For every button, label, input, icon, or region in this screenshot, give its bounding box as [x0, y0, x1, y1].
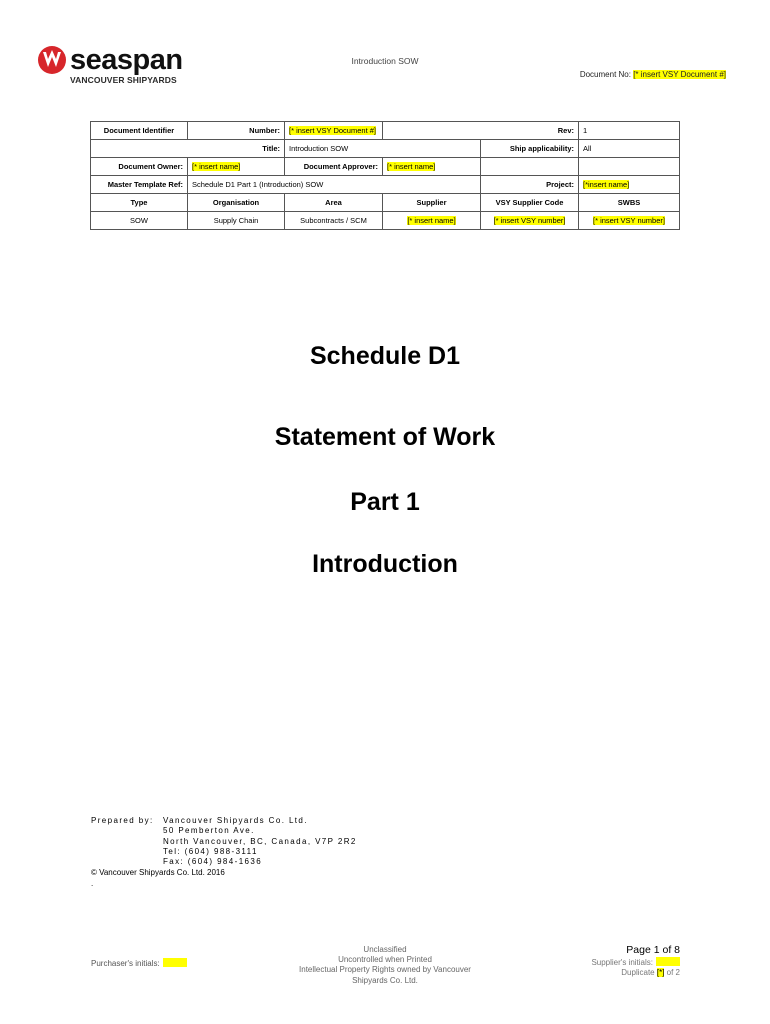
template-label: Master Template Ref:	[91, 176, 188, 194]
duplicate-mark: [*]	[656, 968, 665, 978]
footer-classification	[285, 945, 485, 986]
footer-line: Intellectual Property Rights owned by Vancouver	[299, 965, 471, 975]
table-row	[91, 158, 680, 176]
supplier-code-value: [* insert VSY number]	[493, 216, 566, 225]
document-identifier-table	[90, 121, 680, 230]
col-header-organisation: Organisation	[188, 194, 285, 212]
address-line: North Vancouver, BC, Canada, V7P 2R2	[163, 836, 357, 846]
organisation-value: Supply Chain	[188, 212, 285, 230]
owner-value-cell	[188, 158, 285, 176]
supplier-code-value-cell	[481, 212, 579, 230]
address-line: 50 Pemberton Ave.	[163, 826, 255, 836]
doc-no-label: Document No:	[579, 70, 631, 79]
table-row	[91, 140, 680, 158]
supplier-value-cell	[383, 212, 481, 230]
ship-applicability-label: Ship applicability:	[481, 140, 579, 158]
purchaser-initials-box	[163, 958, 187, 967]
page-number: Page 1 of 8	[626, 944, 680, 956]
prepared-by-address	[163, 816, 357, 867]
approver-value: [* insert name]	[387, 162, 436, 171]
rev-value: 1	[579, 122, 680, 140]
number-label: Number:	[188, 122, 285, 140]
title-introduction: Introduction	[312, 550, 458, 578]
owner-value: [* insert name]	[192, 162, 241, 171]
owner-label: Document Owner:	[91, 158, 188, 176]
table-header-row	[91, 194, 680, 212]
table-row	[91, 212, 680, 230]
col-header-type: Type	[91, 194, 188, 212]
title-label: Title:	[188, 140, 285, 158]
footer-line: Shipyards Co. Ltd.	[352, 975, 418, 985]
header-document-title: Introduction SOW	[351, 56, 419, 66]
swbs-value-cell	[579, 212, 680, 230]
supplier-initials	[591, 957, 680, 968]
supplier-initials-box	[656, 957, 680, 966]
supplier-value: [* insert name]	[407, 216, 456, 225]
prepared-by-label: Prepared by:	[91, 816, 154, 825]
copyright-notice: © Vancouver Shipyards Co. Ltd. 2016	[91, 868, 225, 877]
footer-line: Uncontrolled when Printed	[338, 955, 432, 965]
trailing-dot: .	[91, 879, 94, 888]
approver-label: Document Approver:	[285, 158, 383, 176]
swbs-value: [* insert VSY number]	[593, 216, 665, 225]
address-line: Fax: (604) 984-1636	[163, 857, 263, 867]
project-label: Project:	[481, 176, 579, 194]
number-value-cell	[285, 122, 383, 140]
title-part: Part 1	[350, 488, 420, 516]
duplicate-prefix: Duplicate	[621, 968, 655, 978]
title-value: Introduction SOW	[285, 140, 481, 158]
footer-page-info	[591, 944, 680, 978]
area-value: Subcontracts / SCM	[285, 212, 383, 230]
title-statement-of-work: Statement of Work	[274, 423, 496, 451]
doc-identifier-label: Document Identifier	[91, 122, 188, 140]
address-line: Tel: (604) 988-3111	[163, 846, 258, 856]
col-header-supplier: Supplier	[383, 194, 481, 212]
col-header-supplier-code: VSY Supplier Code	[481, 194, 579, 212]
table-row	[91, 122, 680, 140]
duplicate-suffix: of 2	[666, 968, 680, 978]
approver-value-cell	[383, 158, 481, 176]
doc-no-value: [* insert VSY Document #]	[633, 70, 726, 79]
type-value: SOW	[91, 212, 188, 230]
header-document-number	[580, 70, 726, 79]
purchaser-initials-label: Purchaser's initials:	[91, 959, 160, 968]
ship-applicability-value: All	[579, 140, 680, 158]
title-schedule: Schedule D1	[309, 342, 461, 370]
logo-subtext: VANCOUVER SHIPYARDS	[70, 75, 177, 85]
col-header-area: Area	[285, 194, 383, 212]
col-header-swbs: SWBS	[579, 194, 680, 212]
table-row	[91, 176, 680, 194]
template-value: Schedule D1 Part 1 (Introduction) SOW	[188, 176, 481, 194]
address-line: Vancouver Shipyards Co. Ltd.	[163, 816, 308, 825]
footer-line: Unclassified	[363, 945, 407, 954]
supplier-initials-label: Supplier's initials:	[591, 958, 653, 967]
purchaser-initials	[91, 958, 187, 968]
logo-wordmark: seaspan	[70, 44, 183, 76]
rev-label: Rev:	[481, 122, 579, 140]
project-value-cell	[579, 176, 680, 194]
duplicate-info	[591, 968, 680, 978]
number-value: [* insert VSY Document #]	[289, 126, 376, 135]
project-value: [*insert name]	[583, 180, 630, 189]
